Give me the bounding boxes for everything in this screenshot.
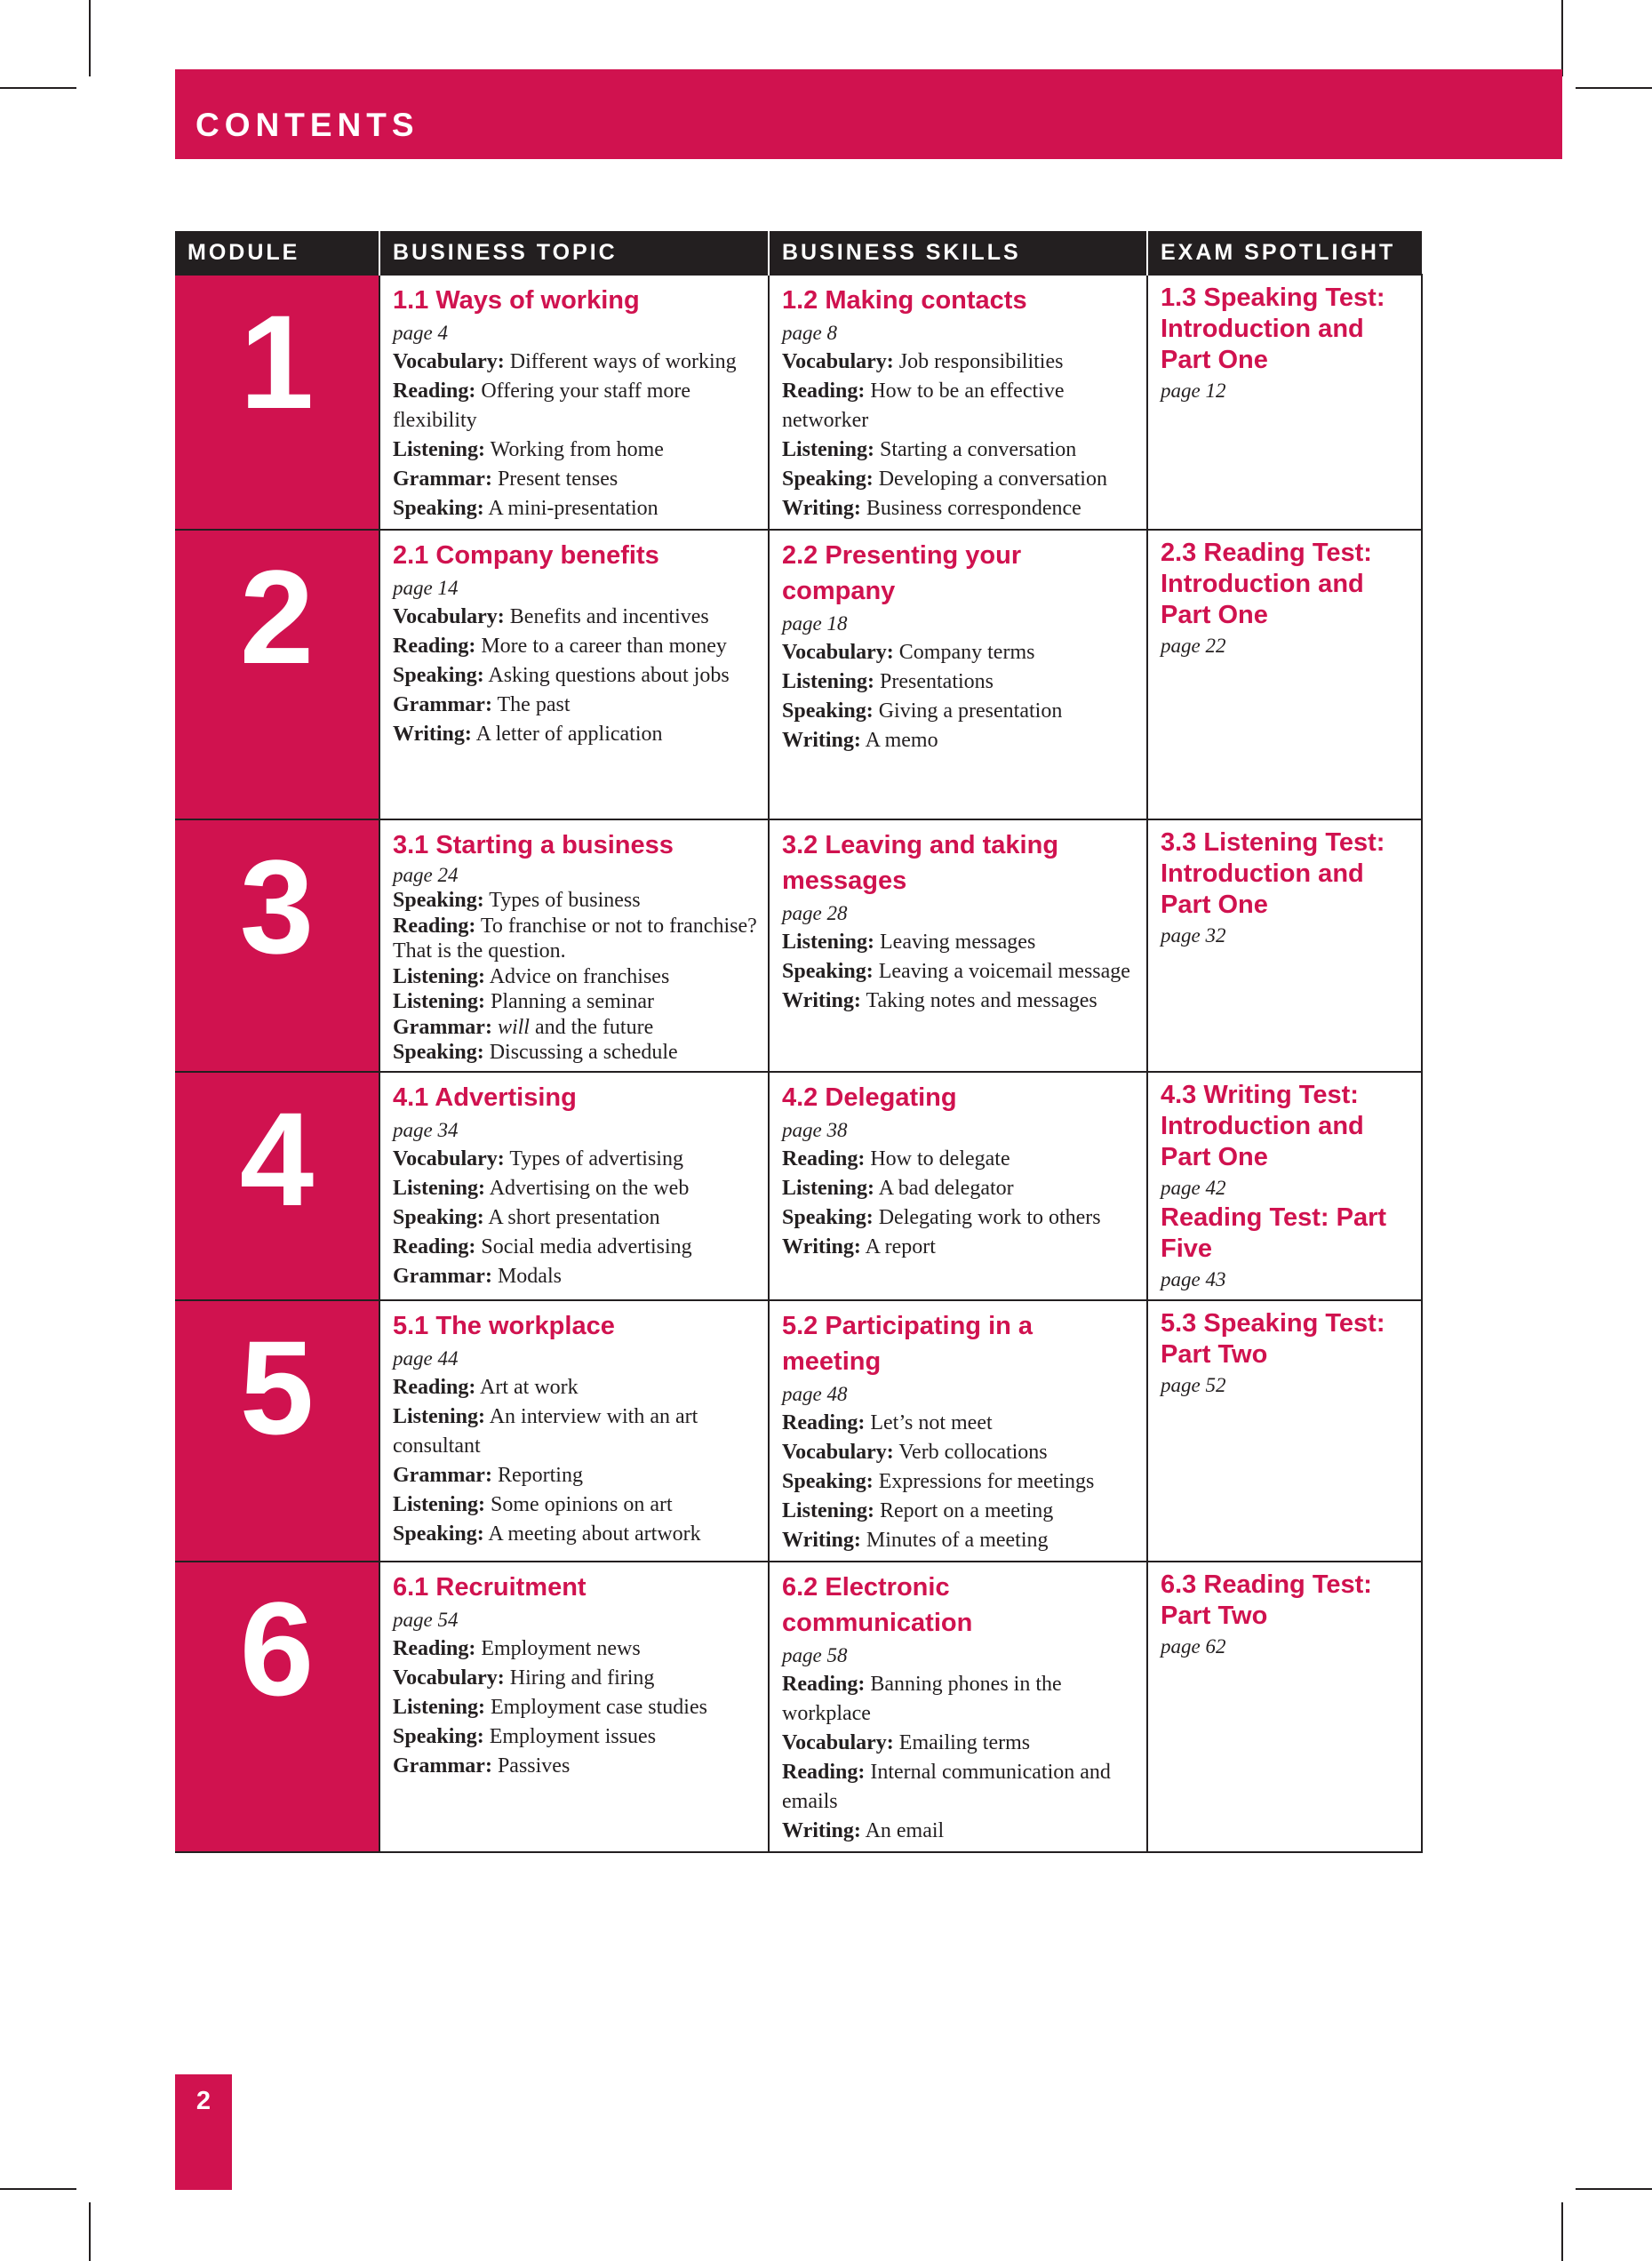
activity-label: Listening: — [393, 1493, 486, 1516]
activity-label: Grammar: — [393, 1754, 492, 1778]
activity-text: Developing a conversation — [873, 467, 1107, 491]
activity-line — [393, 691, 759, 720]
crop-mark-bottom-right-v — [1561, 2202, 1563, 2261]
activity-label: Listening: — [782, 438, 875, 461]
activity-line — [393, 1233, 759, 1262]
activity-label: Speaking: — [782, 1470, 874, 1493]
page-reference: page 34 — [393, 1119, 459, 1141]
page-reference: page 32 — [1161, 924, 1226, 947]
crop-mark-top-left-h — [0, 87, 76, 89]
section-title-link[interactable]: 3.1 Starting a business — [393, 831, 674, 859]
page-reference: page 12 — [1161, 379, 1226, 402]
activity-label: Speaking: — [393, 1041, 484, 1064]
activity-text: Art at work — [475, 1376, 579, 1399]
activity-line — [782, 1438, 1137, 1467]
crop-mark-top-right-h — [1576, 87, 1652, 89]
activity-label: Writing: — [782, 1819, 861, 1842]
page-reference: page 14 — [393, 577, 459, 599]
activity-line — [782, 435, 1137, 465]
page-reference: page 4 — [393, 322, 448, 344]
activity-label: Listening: — [393, 964, 486, 988]
activity-label: Listening: — [393, 1177, 486, 1200]
activity-text: To franchise or not to franchise? That is the question. — [393, 914, 757, 963]
exam-spotlight-cell — [1147, 1300, 1422, 1562]
exam-spotlight-cell — [1147, 1562, 1422, 1852]
exam-title-link[interactable]: 2.3 Reading Test: Introduction and Part One — [1161, 539, 1372, 629]
contents-table — [175, 231, 1423, 1853]
section-title-link[interactable]: 2.1 Company benefits — [393, 541, 659, 570]
module-number-cell — [175, 275, 379, 530]
activity-line — [782, 1174, 1137, 1203]
activity-line — [782, 465, 1137, 494]
module-number-cell — [175, 1562, 379, 1852]
activity-line — [393, 1145, 759, 1174]
page-number: 2 — [175, 2074, 232, 2190]
activity-text: Banning phones in the workplace — [782, 1673, 1062, 1725]
exam-title-link[interactable]: 5.3 Speaking Test: Part Two — [1161, 1309, 1385, 1369]
activity-line — [782, 1203, 1137, 1233]
activity-text: Hiring and firing — [504, 1666, 655, 1690]
activity-line — [782, 957, 1137, 987]
activity-text: Employment news — [475, 1637, 641, 1660]
activity-text: Leaving a voicemail message — [873, 960, 1130, 983]
activity-line — [393, 888, 759, 914]
exam-title-link[interactable]: 1.3 Speaking Test: Introduction and Part One — [1161, 284, 1385, 374]
activity-label: Vocabulary: — [782, 1441, 894, 1464]
activity-line — [393, 1520, 759, 1549]
module-number-cell — [175, 530, 379, 819]
activity-text: will and the future — [497, 1015, 654, 1039]
activity-line — [782, 1467, 1137, 1497]
activity-text: Social media advertising — [475, 1235, 692, 1258]
activity-text: Advertising on the web — [485, 1177, 690, 1200]
business-skills-cell — [769, 275, 1147, 530]
activity-text: Minutes of a meeting — [860, 1529, 1049, 1552]
activity-label: Reading: — [393, 1235, 476, 1258]
activity-label: Grammar: — [393, 693, 492, 716]
activity-line — [782, 1817, 1137, 1846]
activity-label: Grammar: — [393, 1265, 492, 1288]
activity-label: Vocabulary: — [393, 1666, 505, 1690]
module-number: 1 — [239, 287, 315, 436]
activity-line — [393, 1402, 759, 1461]
activity-line — [393, 632, 759, 661]
activity-line — [782, 1497, 1137, 1526]
activity-text: Let’s not meet — [865, 1411, 993, 1434]
activity-text: The past — [491, 693, 571, 716]
page-reference: page 8 — [782, 322, 837, 344]
activity-label: Reading: — [393, 1637, 476, 1660]
activity-label: Speaking: — [393, 1725, 484, 1748]
activity-label: Vocabulary: — [393, 1147, 505, 1170]
activity-text: Verb collocations — [893, 1441, 1048, 1464]
activity-label: Vocabulary: — [782, 1731, 894, 1754]
page-reference: page 54 — [393, 1609, 459, 1631]
activity-label: Listening: — [782, 670, 875, 693]
page-reference: page 43 — [1161, 1268, 1226, 1290]
exam-spotlight-cell — [1147, 275, 1422, 530]
activity-text: Job responsibilities — [893, 350, 1064, 373]
page-reference: page 58 — [782, 1644, 848, 1666]
contents-banner — [175, 69, 1562, 159]
activity-label: Grammar: — [393, 467, 492, 491]
activity-text: Expressions for meetings — [873, 1470, 1095, 1493]
crop-mark-bottom-left-h — [0, 2188, 76, 2190]
activity-line — [393, 989, 759, 1015]
business-topic-cell — [379, 1300, 769, 1562]
activity-line — [393, 1461, 759, 1490]
page-reference: page 38 — [782, 1119, 848, 1141]
activity-line — [393, 348, 759, 377]
business-topic-cell — [379, 530, 769, 819]
section-title-link[interactable]: 1.2 Making contacts — [782, 286, 1027, 315]
business-topic-cell — [379, 1562, 769, 1852]
module-number-cell — [175, 819, 379, 1072]
page-reference: page 48 — [782, 1383, 848, 1405]
page-reference: page 28 — [782, 902, 848, 924]
activity-text: Planning a seminar — [485, 990, 654, 1013]
activity-label: Speaking: — [782, 467, 874, 491]
section-title-link[interactable]: 1.1 Ways of working — [393, 286, 640, 315]
activity-label: Speaking: — [393, 889, 484, 912]
activity-label: Listening: — [782, 1499, 875, 1522]
page-reference: page 62 — [1161, 1635, 1226, 1658]
module-number-cell — [175, 1072, 379, 1300]
exam-spotlight-cell — [1147, 819, 1422, 1072]
activity-text: Taking notes and messages — [860, 989, 1097, 1012]
crop-mark-bottom-left-v — [89, 2202, 91, 2261]
page-reference: page 18 — [782, 612, 848, 635]
activity-text: Emailing terms — [893, 1731, 1031, 1754]
section-title-link[interactable]: 4.2 Delegating — [782, 1083, 957, 1112]
activity-text: Presentations — [874, 670, 994, 693]
activity-line — [393, 1203, 759, 1233]
activity-label: Writing: — [782, 729, 861, 752]
exam-title-link[interactable]: 6.3 Reading Test: Part Two — [1161, 1570, 1372, 1630]
activity-label: Grammar: — [393, 1015, 492, 1039]
activity-label: Speaking: — [782, 1206, 874, 1229]
activity-text: Report on a meeting — [874, 1499, 1054, 1522]
activity-line — [782, 987, 1137, 1016]
activity-text: Types of advertising — [504, 1147, 683, 1170]
activity-text: Asking questions about jobs — [483, 664, 730, 687]
activity-line — [393, 1373, 759, 1402]
exam-title-link[interactable]: 4.3 Writing Test: Introduction and Part One — [1161, 1081, 1364, 1171]
activity-label: Writing: — [782, 1235, 861, 1258]
business-topic-cell — [379, 1072, 769, 1300]
module-row — [175, 530, 1422, 819]
module-number-cell — [175, 1300, 379, 1562]
activity-text: Different ways of working — [504, 350, 737, 373]
module-number: 3 — [239, 832, 315, 981]
activity-line — [782, 348, 1137, 377]
activity-line — [782, 726, 1137, 755]
crop-mark-bottom-right-h — [1576, 2188, 1652, 2190]
activity-line — [782, 494, 1137, 523]
activity-label: Speaking: — [393, 1206, 484, 1229]
activity-text: Working from home — [485, 438, 664, 461]
exam-title-link[interactable]: 3.3 Listening Test: Introduction and Part One — [1161, 828, 1385, 919]
module-row — [175, 1300, 1422, 1562]
module-row — [175, 1072, 1422, 1300]
section-title-link[interactable]: 4.1 Advertising — [393, 1083, 577, 1112]
activity-line — [782, 1670, 1137, 1729]
activity-label: Speaking: — [782, 960, 874, 983]
module-number: 6 — [239, 1574, 315, 1723]
activity-label: Reading: — [782, 1147, 866, 1170]
activity-text: Some opinions on art — [485, 1493, 673, 1516]
exam-title-link[interactable]: Reading Test: Part Five — [1161, 1203, 1387, 1263]
activity-line — [393, 494, 759, 523]
activity-text: How to delegate — [865, 1147, 1010, 1170]
activity-text: Benefits and incentives — [504, 605, 709, 628]
activity-label: Speaking: — [393, 1522, 484, 1546]
activity-line — [393, 1752, 759, 1781]
column-header-module: MODULE — [175, 231, 379, 275]
business-skills-cell — [769, 530, 1147, 819]
activity-text: Discussing a schedule — [483, 1041, 678, 1064]
activity-line — [393, 1262, 759, 1291]
activity-label: Reading: — [782, 1673, 866, 1696]
activity-text: An email — [860, 1819, 945, 1842]
module-number: 4 — [239, 1084, 315, 1234]
activity-text: A mini-presentation — [483, 497, 658, 520]
activity-line — [393, 1040, 759, 1066]
activity-text: An interview with an art consultant — [393, 1405, 698, 1458]
activity-label: Reading: — [782, 1761, 866, 1784]
section-title-link[interactable]: 5.2 Participating in a meeting — [782, 1312, 1033, 1376]
activity-line — [393, 603, 759, 632]
module-number: 2 — [239, 542, 315, 691]
crop-mark-top-right-v — [1561, 0, 1563, 76]
activity-text: Delegating work to others — [873, 1206, 1101, 1229]
activity-line — [782, 1145, 1137, 1174]
module-row — [175, 275, 1422, 530]
activity-line — [782, 1729, 1137, 1758]
activity-text: A short presentation — [483, 1206, 660, 1229]
page-reference: page 52 — [1161, 1374, 1226, 1396]
column-header-business-skills: BUSINESS SKILLS — [769, 231, 1147, 275]
business-topic-cell — [379, 819, 769, 1072]
activity-text: Employment case studies — [485, 1696, 707, 1719]
module-row — [175, 819, 1422, 1072]
page-reference: page 22 — [1161, 635, 1226, 657]
activity-line — [782, 1233, 1137, 1262]
page-reference: page 42 — [1161, 1177, 1226, 1199]
activity-label: Writing: — [782, 497, 861, 520]
activity-line — [393, 661, 759, 691]
activity-label: Listening: — [393, 1696, 486, 1719]
activity-label: Listening: — [393, 1405, 486, 1428]
activity-label: Listening: — [782, 1177, 875, 1200]
activity-line — [393, 1634, 759, 1664]
activity-line — [393, 435, 759, 465]
activity-text: Offering your staff more flexibility — [393, 379, 691, 432]
activity-label: Vocabulary: — [782, 350, 894, 373]
activity-label: Vocabulary: — [782, 641, 894, 664]
exam-spotlight-cell — [1147, 530, 1422, 819]
activity-label: Vocabulary: — [393, 350, 505, 373]
activity-text: How to be an effective networker — [782, 379, 1065, 432]
activity-line — [782, 1758, 1137, 1817]
section-title-link[interactable]: 6.2 Electronic communication — [782, 1573, 973, 1637]
business-skills-cell — [769, 1562, 1147, 1852]
section-title-link[interactable]: 6.1 Recruitment — [393, 1573, 587, 1602]
activity-label: Grammar: — [393, 1464, 492, 1487]
activity-label: Writing: — [782, 1529, 861, 1552]
exam-spotlight-cell — [1147, 1072, 1422, 1300]
business-topic-cell — [379, 275, 769, 530]
activity-line — [782, 377, 1137, 435]
activity-label: Writing: — [782, 989, 861, 1012]
activity-label: Listening: — [782, 931, 875, 954]
activity-label: Vocabulary: — [393, 605, 505, 628]
activity-label: Reading: — [393, 1376, 476, 1399]
activity-label: Speaking: — [393, 497, 484, 520]
activity-line — [393, 964, 759, 990]
activity-line — [393, 720, 759, 749]
activity-text: Modals — [491, 1265, 562, 1288]
activity-text: Business correspondence — [860, 497, 1081, 520]
page-title: CONTENTS — [196, 107, 419, 143]
activity-text: Advice on franchises — [485, 964, 670, 988]
activity-text: Leaving messages — [874, 931, 1036, 954]
activity-label: Reading: — [393, 635, 476, 658]
activity-label: Speaking: — [782, 699, 874, 723]
activity-text: Giving a presentation — [873, 699, 1063, 723]
activity-text: Employment issues — [483, 1725, 657, 1748]
column-header-exam-spotlight: EXAM SPOTLIGHT — [1147, 231, 1422, 275]
activity-line — [393, 377, 759, 435]
activity-text: More to a career than money — [475, 635, 727, 658]
activity-line — [393, 1174, 759, 1203]
activity-label: Listening: — [393, 990, 486, 1013]
activity-line — [782, 928, 1137, 957]
activity-label: Reading: — [393, 914, 476, 938]
activity-text: Types of business — [483, 889, 641, 912]
activity-line — [393, 1015, 759, 1041]
section-title-link[interactable]: 5.1 The workplace — [393, 1312, 615, 1340]
activity-line — [393, 914, 759, 964]
business-skills-cell — [769, 819, 1147, 1072]
activity-text: Reporting — [491, 1464, 583, 1487]
activity-line — [782, 697, 1137, 726]
activity-label: Listening: — [393, 438, 486, 461]
activity-text: A report — [860, 1235, 936, 1258]
activity-label: Reading: — [393, 379, 476, 403]
activity-label: Reading: — [782, 379, 866, 403]
activity-line — [782, 1526, 1137, 1555]
module-row — [175, 1562, 1422, 1852]
activity-label: Reading: — [782, 1411, 866, 1434]
activity-line — [393, 1722, 759, 1752]
activity-text: A bad delegator — [874, 1177, 1014, 1200]
activity-line — [782, 1409, 1137, 1438]
activity-line — [393, 1490, 759, 1520]
table-header-row — [175, 231, 1422, 275]
module-number: 5 — [239, 1313, 315, 1462]
activity-line — [393, 1693, 759, 1722]
business-skills-cell — [769, 1300, 1147, 1562]
activity-line — [782, 638, 1137, 667]
activity-text: A letter of application — [471, 723, 663, 746]
crop-mark-top-left-v — [89, 0, 91, 76]
section-title-link[interactable]: 3.2 Leaving and taking messages — [782, 831, 1059, 895]
activity-label: Writing: — [393, 723, 472, 746]
activity-line — [782, 667, 1137, 697]
activity-text: Present tenses — [491, 467, 619, 491]
activity-text: Internal communication and emails — [782, 1761, 1111, 1813]
activity-text: A memo — [860, 729, 938, 752]
page-reference: page 24 — [393, 864, 459, 886]
activity-line — [393, 1664, 759, 1693]
activity-text: Starting a conversation — [874, 438, 1077, 461]
activity-text: Passives — [491, 1754, 571, 1778]
page-reference: page 44 — [393, 1347, 459, 1370]
activity-text: Company terms — [893, 641, 1035, 664]
activity-line — [393, 465, 759, 494]
activity-text: A meeting about artwork — [483, 1522, 701, 1546]
section-title-link[interactable]: 2.2 Presenting your company — [782, 541, 1022, 605]
business-skills-cell — [769, 1072, 1147, 1300]
activity-label: Speaking: — [393, 664, 484, 687]
column-header-business-topic: BUSINESS TOPIC — [379, 231, 769, 275]
